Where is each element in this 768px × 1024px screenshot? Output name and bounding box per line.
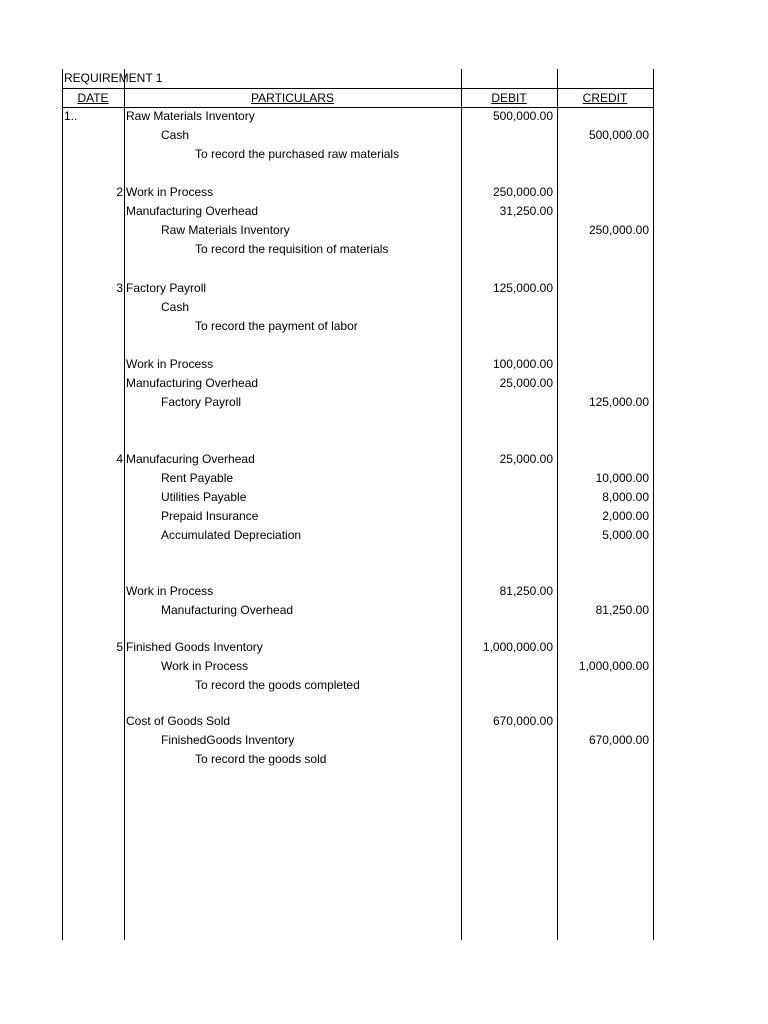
entry-credit: 250,000.00 [588,223,649,237]
entry-debit: 81,250.00 [499,584,553,598]
entry-credit: 8,000.00 [602,490,649,504]
entry-debit: 31,250.00 [499,204,553,218]
entry-particulars: To record the purchased raw materials [195,147,400,161]
header-date: DATE [77,91,109,105]
entry-debit: 250,000.00 [492,185,553,199]
entry-debit: 25,000.00 [499,376,553,390]
entry-particulars: Manufacturing Overhead [161,603,294,617]
entry-credit: 10,000.00 [595,471,649,485]
entry-date: 1.. [64,109,78,123]
header-debit: DEBIT [491,91,527,105]
entry-particulars: Work in Process [161,659,249,673]
entry-date: 2 [116,185,123,199]
entry-particulars: Manufacuring Overhead [126,452,255,466]
entry-date: 3 [116,281,123,295]
entry-date: 4 [116,452,123,466]
entry-credit: 500,000.00 [588,128,649,142]
column-divider [124,69,125,940]
entry-particulars: To record the payment of labor [195,319,358,333]
entry-particulars: Manufacturing Overhead [126,376,259,390]
entry-particulars: Utilities Payable [161,490,247,504]
entry-credit: 1,000,000.00 [578,659,649,673]
entry-credit: 670,000.00 [588,733,649,747]
header-rule [62,88,654,89]
entry-particulars: Raw Materials Inventory [126,109,255,123]
entry-debit: 670,000.00 [492,714,553,728]
entry-particulars: Finished Goods Inventory [126,640,263,654]
entry-particulars: Cash [161,300,190,314]
sheet-title: REQUIREMENT 1 [64,71,163,85]
header-credit: CREDIT [582,91,628,105]
entry-debit: 100,000.00 [492,357,553,371]
column-divider [653,69,654,940]
entry-particulars: Accumulated Depreciation [161,528,302,542]
entry-credit: 2,000.00 [602,509,649,523]
header-particulars: PARTICULARS [251,91,334,105]
entry-credit: 5,000.00 [602,528,649,542]
entry-particulars: To record the goods completed [195,678,360,692]
entry-particulars: Rent Payable [161,471,234,485]
entry-particulars: To record the requisition of materials [195,242,389,256]
entry-debit: 25,000.00 [499,452,553,466]
entry-particulars: Cash [161,128,190,142]
entry-particulars: Factory Payroll [161,395,242,409]
entry-particulars: Prepaid Insurance [161,509,259,523]
entry-debit: 125,000.00 [492,281,553,295]
entry-particulars: FinishedGoods Inventory [161,733,295,747]
entry-particulars: Cost of Goods Sold [126,714,231,728]
entry-particulars: Work in Process [126,357,214,371]
entry-particulars: Manufacturing Overhead [126,204,259,218]
entry-particulars: Work in Process [126,584,214,598]
entry-particulars: Raw Materials Inventory [161,223,290,237]
entry-particulars: Factory Payroll [126,281,207,295]
entry-particulars: Work in Process [126,185,214,199]
entry-credit: 125,000.00 [588,395,649,409]
entry-particulars: To record the goods sold [195,752,327,766]
entry-credit: 81,250.00 [595,603,649,617]
entry-date: 5 [116,640,123,654]
entry-debit: 500,000.00 [492,109,553,123]
entry-debit: 1,000,000.00 [482,640,553,654]
